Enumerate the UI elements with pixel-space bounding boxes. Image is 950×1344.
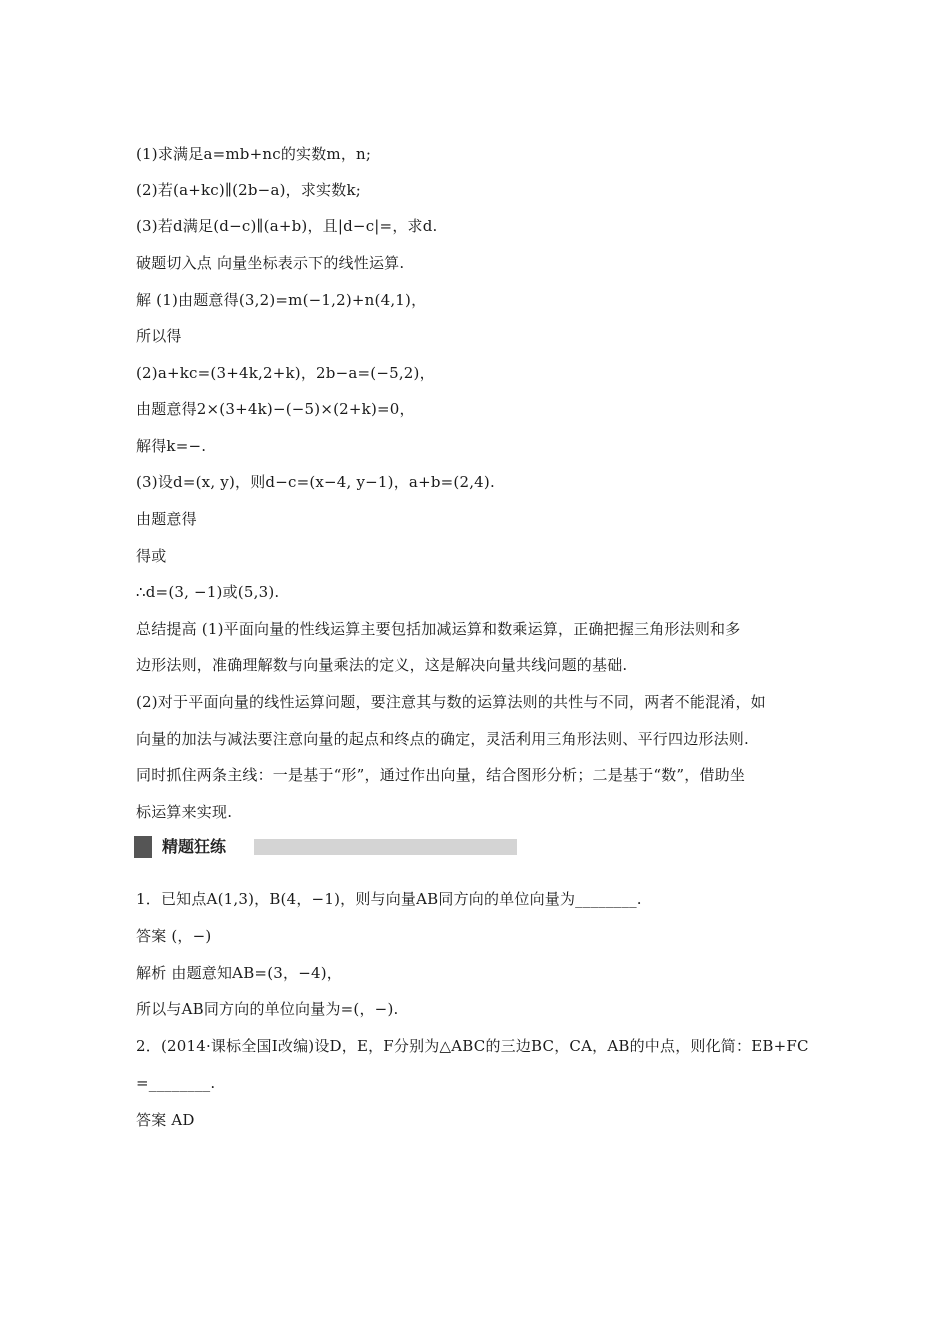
exercise-line: =________. — [136, 1074, 216, 1092]
exercise-line: 答案 AD — [136, 1111, 195, 1129]
text-line: (3)设d=(x, y)，则d−c=(x−4, y−1)，a+b=(2,4). — [136, 473, 495, 491]
exercise-line: 答案 (，−) — [136, 927, 212, 945]
text-line: 破题切入点 向量坐标表示下的线性运算. — [136, 254, 405, 272]
text-line: (1)求满足a=mb+nc的实数m，n; — [136, 145, 372, 163]
section-marker-icon — [134, 836, 152, 858]
text-line: 同时抓住两条主线：一是基于“形”，通过作出向量，结合图形分析；二是基于“数”，借助坐 — [136, 766, 746, 784]
exercise-line: 所以与AB同方向的单位向量为=(，−). — [136, 1000, 399, 1018]
section-header — [134, 836, 517, 858]
exercise-line: 1．已知点A(1,3)，B(4，−1)，则与向量AB同方向的单位向量为________. — [136, 890, 642, 908]
text-line: 由题意得2×(3+4k)−(−5)×(2+k)=0， — [136, 400, 415, 418]
text-line: ∴d=(3, −1)或(5,3). — [136, 583, 280, 601]
exercise-line: 解析 由题意知AB=(3，−4)， — [136, 964, 342, 982]
text-line: 得或 — [136, 547, 167, 565]
text-line: (3)若d满足(d−c)∥(a+b)，且|d−c|=，求d. — [136, 217, 438, 235]
text-line: 标运算来实现. — [136, 803, 233, 821]
section-title: 精题狂练 — [162, 837, 227, 856]
text-line: 所以得 — [136, 327, 182, 345]
text-line: (2)a+kc=(3+4k,2+k)，2b−a=(−5,2)， — [136, 364, 435, 382]
text-line: 解 (1)由题意得(3,2)=m(−1,2)+n(4,1)， — [136, 291, 427, 309]
text-line: (2)对于平面向量的线性运算问题，要注意其与数的运算法则的共性与不同，两者不能混淆，如 — [136, 693, 766, 711]
section-divider — [254, 839, 517, 855]
text-line: 总结提高 (1)平面向量的性线运算主要包括加减运算和数乘运算，正确把握三角形法则和多 — [136, 620, 741, 638]
text-line: (2)若(a+kc)∥(2b−a)，求实数k; — [136, 181, 361, 199]
text-line: 边形法则，准确理解数与向量乘法的定义，这是解决向量共线问题的基础. — [136, 656, 628, 674]
exercise-line: 2．(2014·课标全国Ⅰ改编)设D，E，F分别为△ABC的三边BC，CA，AB的中点，则化简：EB+FC — [136, 1037, 809, 1055]
text-line: 由题意得 — [136, 510, 197, 528]
text-line: 向量的加法与减法要注意向量的起点和终点的确定，灵活利用三角形法则、平行四边形法则. — [136, 730, 749, 748]
text-line: 解得k=−. — [136, 437, 207, 455]
